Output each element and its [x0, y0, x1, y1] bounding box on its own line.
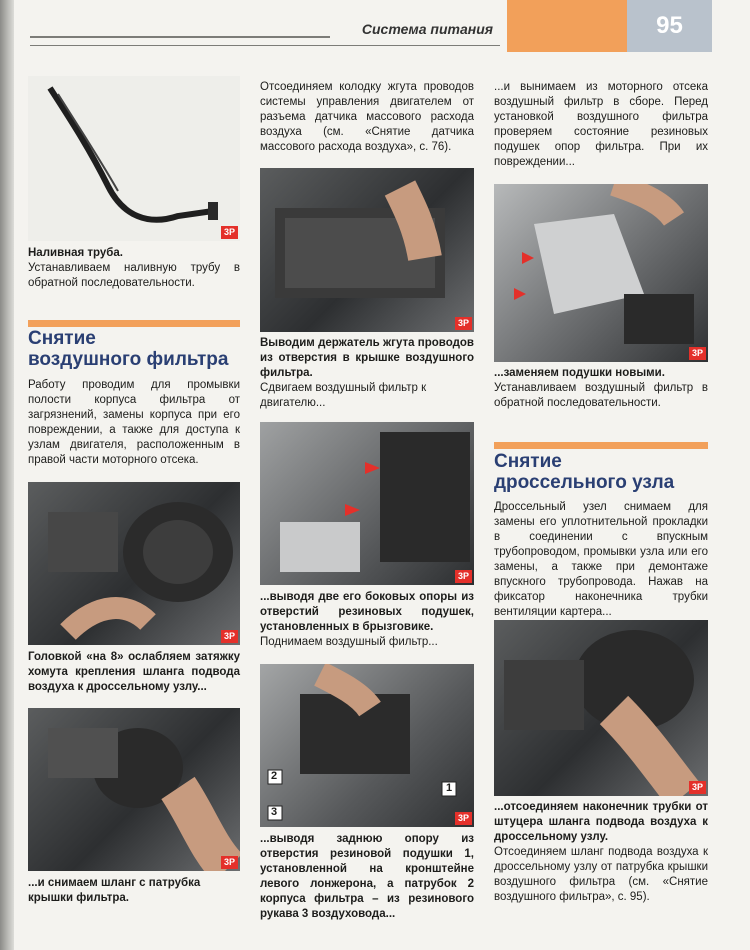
col2-caption2-text: Поднимаем воздушный фильтр... — [260, 636, 438, 648]
page-binding — [0, 0, 14, 950]
col1-caption1 — [28, 246, 240, 291]
section-bar-throttle — [494, 442, 708, 449]
col2-caption1 — [260, 336, 474, 411]
header-accent-block — [507, 0, 627, 52]
col3-caption2 — [494, 800, 708, 905]
col2-caption2 — [260, 590, 474, 650]
col2-caption3: ...выводя заднюю опору из отверстия резиновой подушки 1, установленной на кронштейне левого лонжерона, а патрубок 2 корпуса фильтра – из резинового рукава 3 воздуховода... — [260, 833, 474, 920]
header-section-title: Система питания — [330, 18, 505, 40]
col3-caption1 — [494, 366, 708, 411]
photo-tag: 3Р — [689, 781, 706, 794]
col1-intro: Работу проводим для промывки полости корпуса фильтра от загрязнений, замены корпуса при его повреждении, а также для доступа к узлам двигателя, расположенным в правой части моторного отсека. — [28, 379, 240, 466]
page-number: 95 — [627, 0, 712, 52]
col3-caption2-text: Отсоединяем шланг подвода воздуха к дроссельному узлу от патрубка крышки воздушного фильтра (см. «Снятие воздушного фильтра», с. 95). — [494, 846, 708, 903]
photo-filler-pipe — [28, 76, 240, 241]
photo-wire-holder — [260, 168, 474, 332]
photo-tag: 3Р — [221, 630, 238, 643]
col1-caption1-bold: Наливная труба. — [28, 247, 123, 259]
col2-caption2-bold: ...выводя две его боковых опоры из отверстий резиновых подушек, установленных в брызговике. — [260, 591, 474, 633]
section-title-line1: Снятие — [28, 328, 96, 349]
col2-intro: Отсоединяем колодку жгута проводов системы управления двигателем от разъема датчика массового расхода воздуха (см. «Снятие датчика массового расхода воздуха», с. 76). — [260, 81, 474, 153]
callout-1: 1 — [446, 782, 453, 794]
photo-remove-hose — [28, 708, 240, 871]
photo-throttle-tube — [494, 620, 708, 796]
photo-hose-clamp — [28, 482, 240, 645]
photo-tag: 3Р — [221, 856, 238, 869]
section-title-throttle — [494, 451, 714, 493]
col1-caption1-text: Устанавливаем наливную трубу в обратной последовательности. — [28, 262, 240, 289]
photo-tag: 3Р — [455, 317, 472, 330]
col3-intro: ...и вынимаем из моторного отсека воздушный фильтр в сборе. Перед установкой воздушного фильтра проверяем состояние резиновых подушек опор фильтра. При их повреждении... — [494, 81, 708, 168]
photo-tag: 3Р — [689, 347, 706, 360]
photo-cushions — [494, 184, 708, 362]
col1-caption3: ...и снимаем шланг с патрубка крышки фильтра. — [28, 877, 201, 904]
section-title-line2: воздушного фильтра — [28, 349, 229, 370]
photo-tag: 3Р — [455, 570, 472, 583]
col3-caption1-bold: ...заменяем подушки новыми. — [494, 367, 665, 379]
col3-body: Дроссельный узел снимаем для замены его уплотнительной прокладки в соединении с впускным трубопроводом, промывки узла или его замены, а также при демонтаже впускного трубопровода. Нажав на фиксатор наконечника трубки вентиляции картера... — [494, 501, 708, 618]
callout-3: 3 — [271, 806, 278, 818]
col2-caption1-bold: Выводим держатель жгута проводов из отверстия в крышке воздушного фильтра. — [260, 337, 474, 379]
photo-tag: 3Р — [221, 226, 238, 239]
section-title-line2: дроссельного узла — [494, 472, 675, 493]
col3-caption1-text: Устанавливаем воздушный фильтр в обратной последовательности. — [494, 382, 708, 409]
callout-2: 2 — [271, 770, 278, 782]
section-title-air-filter — [28, 328, 248, 370]
col3-caption2-bold: ...отсоединяем наконечник трубки от штуцера шланга подвода воздуха к дроссельному узлу. — [494, 801, 708, 843]
section-title-line1: Снятие — [494, 451, 562, 472]
photo-tag: 3Р — [455, 812, 472, 825]
col2-caption1-text: Сдвигаем воздушный фильтр к двигателю... — [260, 382, 427, 409]
section-bar-air-filter — [28, 320, 240, 327]
photo-side-supports — [260, 422, 474, 585]
photo-rear-support — [260, 664, 474, 827]
col1-caption2: Головкой «на 8» ослабляем затяжку хомута крепления шланга подвода воздуха к дроссельному узлу... — [28, 651, 240, 693]
